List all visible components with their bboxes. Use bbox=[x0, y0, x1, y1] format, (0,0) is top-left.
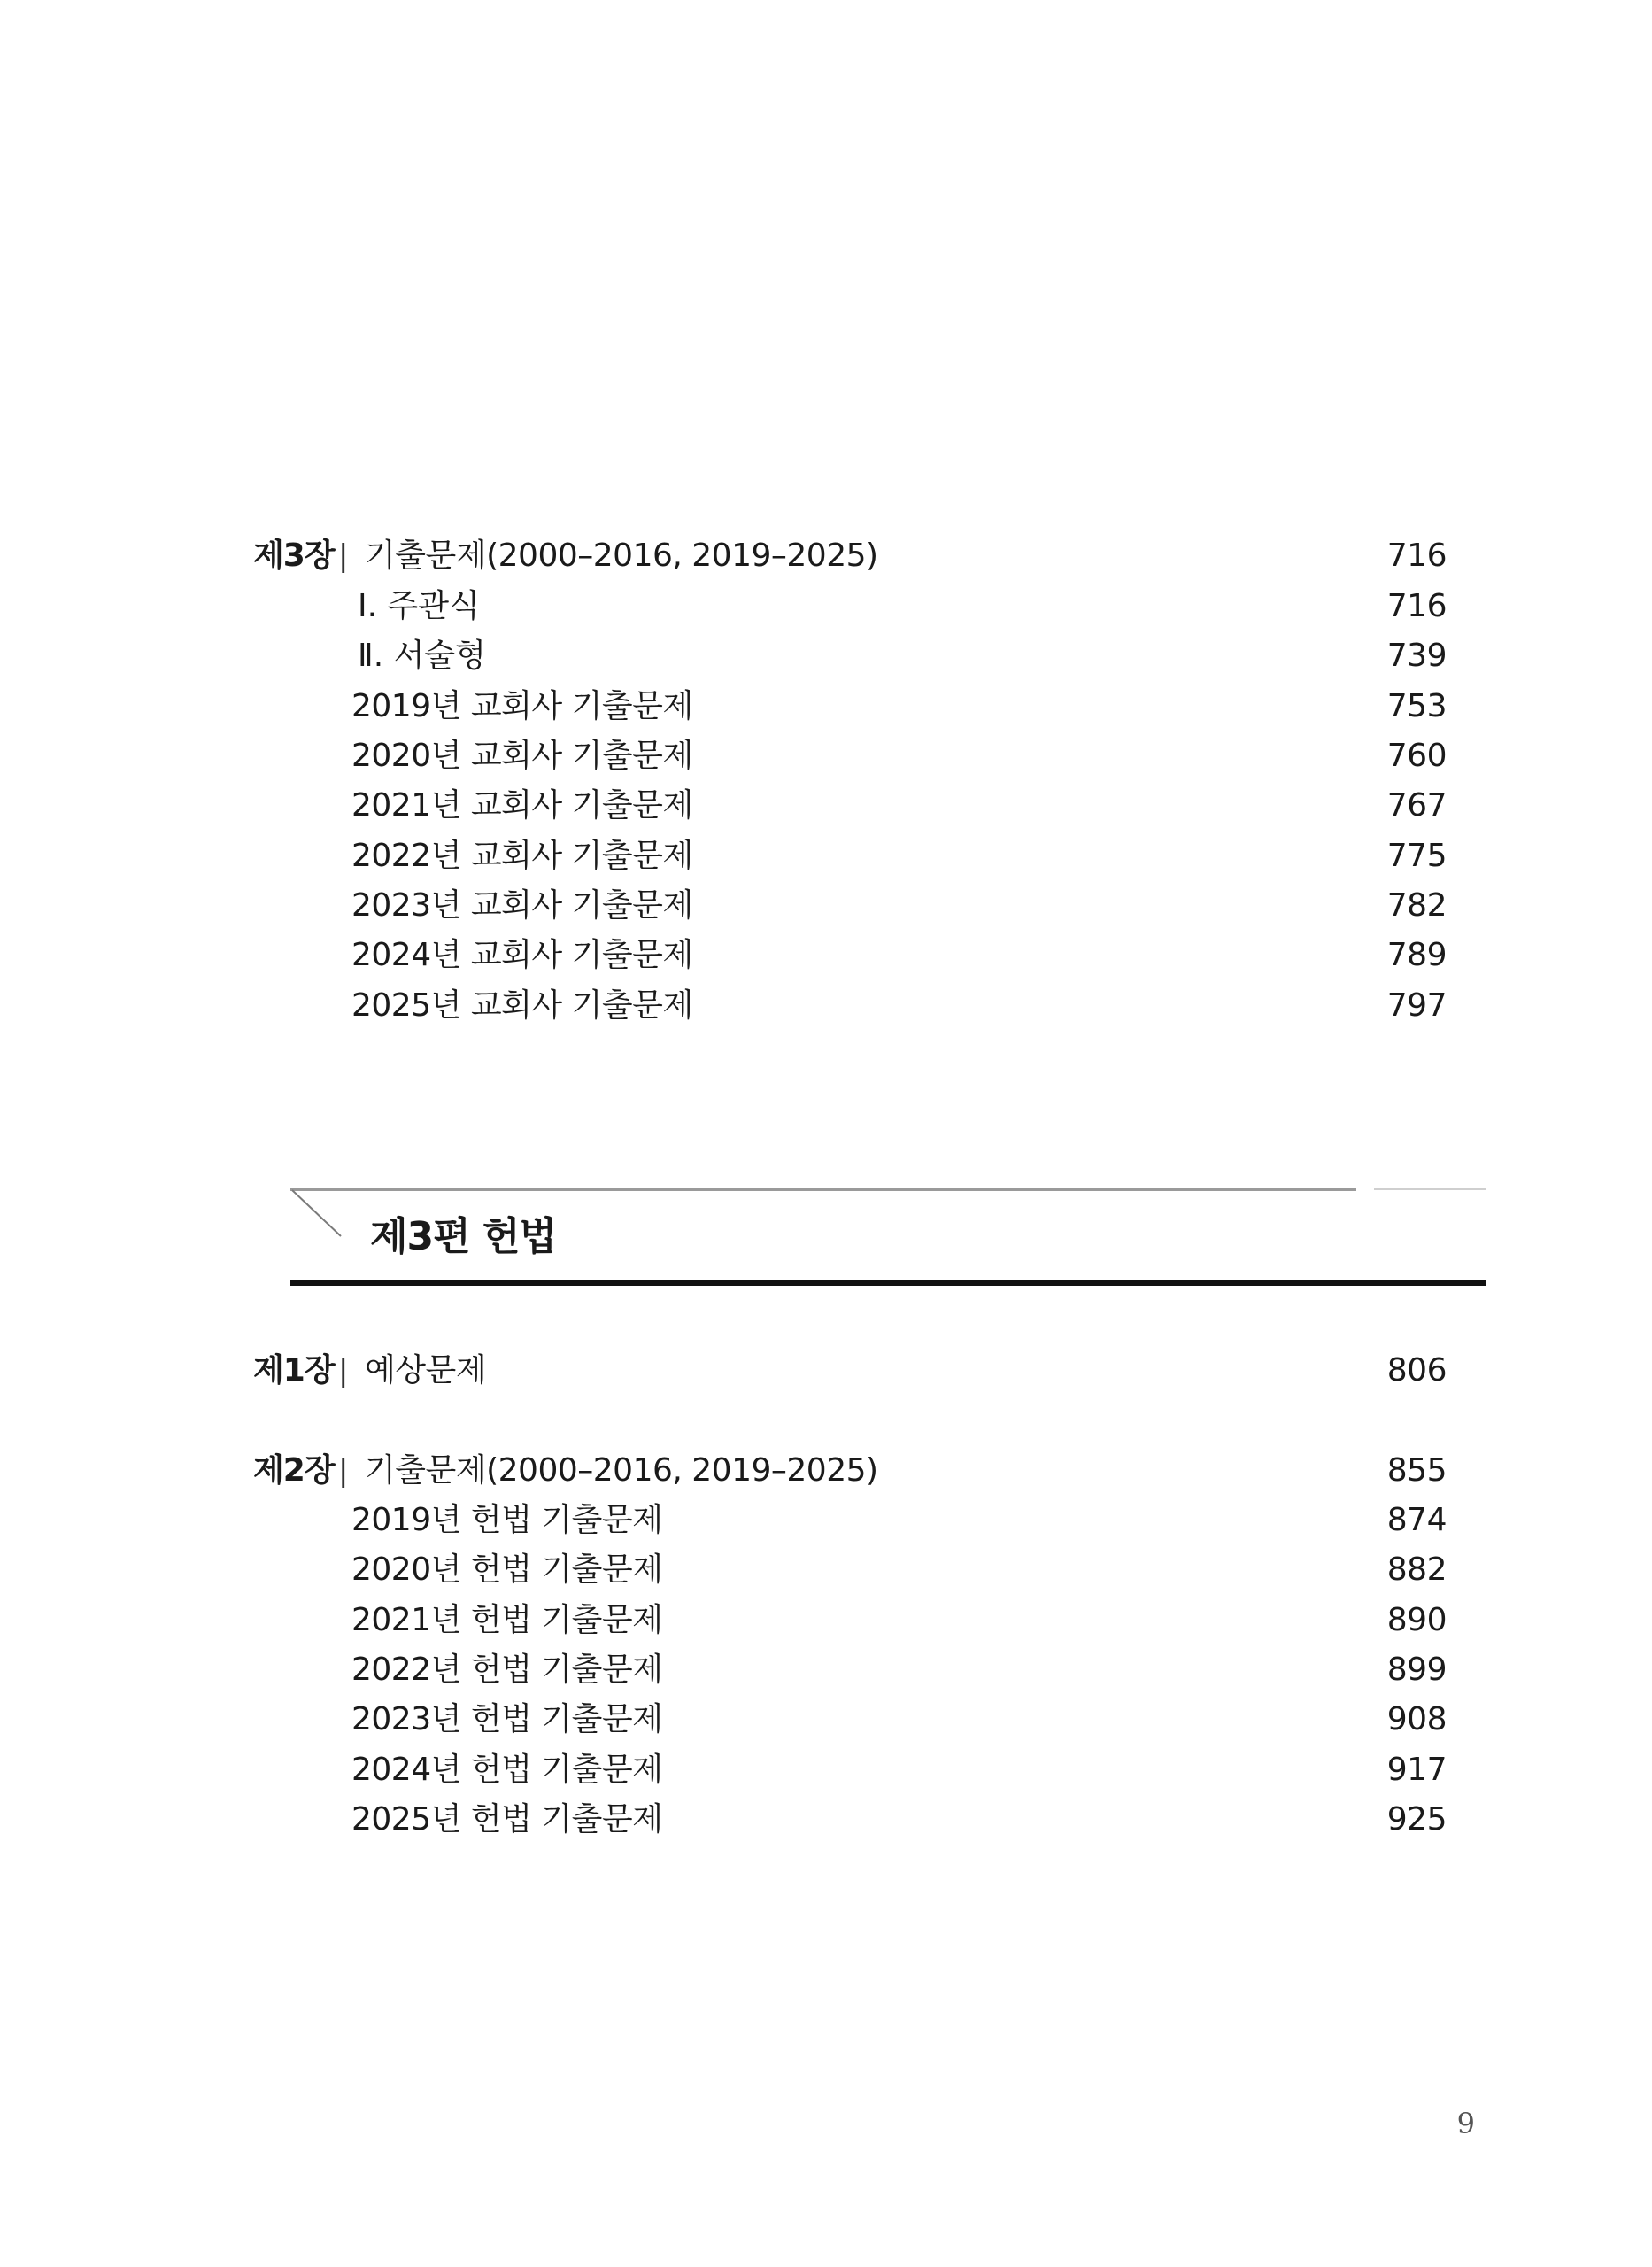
entry-text: 2025년 헌법 기출문제 bbox=[351, 1801, 663, 1838]
toc-chapter-row[interactable] bbox=[0, 531, 1652, 581]
entry-text: 2022년 교회사 기출문제 bbox=[351, 838, 693, 874]
page-number: 9 bbox=[1456, 2107, 1475, 2140]
page-ref: 767 bbox=[1386, 787, 1447, 824]
toc-entry[interactable] bbox=[0, 1545, 1652, 1595]
toc-entry[interactable] bbox=[0, 1695, 1652, 1745]
chapter-separator: | bbox=[338, 1353, 349, 1389]
page-ref: 899 bbox=[1386, 1652, 1447, 1688]
toc-entry[interactable] bbox=[0, 781, 1652, 831]
chapter-text: 예상문제 bbox=[365, 1352, 487, 1389]
page-ref: 716 bbox=[1386, 538, 1447, 574]
entry-text: Ⅰ. 주관식 bbox=[358, 588, 480, 624]
entry-text: Ⅱ. 서술형 bbox=[358, 638, 486, 674]
entry-text: 2020년 헌법 기출문제 bbox=[351, 1551, 663, 1588]
entry-text: 2023년 교회사 기출문제 bbox=[351, 887, 693, 924]
toc-entry[interactable] bbox=[0, 1596, 1652, 1645]
entry-text: 2019년 교회사 기출문제 bbox=[351, 688, 693, 724]
page-ref: 760 bbox=[1386, 738, 1447, 774]
chapter-title: 제1장 bbox=[253, 1352, 335, 1389]
entry-text: 2024년 헌법 기출문제 bbox=[351, 1752, 663, 1788]
page-ref: 797 bbox=[1386, 987, 1447, 1024]
page-ref: 789 bbox=[1386, 937, 1447, 973]
toc-entry[interactable] bbox=[0, 931, 1652, 980]
toc-entry[interactable] bbox=[0, 1645, 1652, 1695]
entry-text: 2024년 교회사 기출문제 bbox=[351, 937, 693, 973]
chapter-separator: | bbox=[338, 1453, 349, 1489]
page-ref: 739 bbox=[1386, 638, 1447, 674]
chapter-text: 기출문제(2000–2016, 2019–2025) bbox=[365, 1452, 878, 1489]
entry-text: 2023년 헌법 기출문제 bbox=[351, 1701, 663, 1737]
toc-entry[interactable] bbox=[0, 832, 1652, 881]
part-title: 제3편 헌법 bbox=[370, 1214, 556, 1259]
part-header-top-rule-extension bbox=[1374, 1188, 1486, 1190]
chapter-title: 제3장 bbox=[253, 538, 335, 574]
entry-text: 2025년 교회사 기출문제 bbox=[351, 987, 693, 1024]
page-ref: 855 bbox=[1386, 1452, 1447, 1489]
page-ref: 917 bbox=[1386, 1752, 1447, 1788]
toc-entry[interactable] bbox=[0, 1745, 1652, 1795]
entry-text: 2019년 헌법 기출문제 bbox=[351, 1502, 663, 1538]
page-ref: 806 bbox=[1386, 1352, 1447, 1389]
entry-text: 2021년 헌법 기출문제 bbox=[351, 1602, 663, 1638]
toc-entry[interactable] bbox=[0, 1795, 1652, 1845]
part-header-top-rule bbox=[290, 1188, 1356, 1191]
page-ref: 753 bbox=[1386, 688, 1447, 724]
toc-entry[interactable] bbox=[0, 631, 1652, 681]
page-ref: 782 bbox=[1386, 887, 1447, 924]
page-ref: 716 bbox=[1386, 588, 1447, 624]
page-ref: 882 bbox=[1386, 1551, 1447, 1588]
page-ref: 775 bbox=[1386, 838, 1447, 874]
part-header-corner-mark bbox=[289, 1188, 351, 1238]
part-header-bottom-rule bbox=[290, 1280, 1486, 1286]
page-ref: 890 bbox=[1386, 1602, 1447, 1638]
toc-chapter-row[interactable] bbox=[0, 1446, 1652, 1496]
toc-entry[interactable] bbox=[0, 582, 1652, 631]
entry-text: 2020년 교회사 기출문제 bbox=[351, 738, 693, 774]
page-ref: 874 bbox=[1386, 1502, 1447, 1538]
entry-text: 2021년 교회사 기출문제 bbox=[351, 787, 693, 824]
chapter-title: 제2장 bbox=[253, 1452, 335, 1489]
chapter-text: 기출문제(2000–2016, 2019–2025) bbox=[365, 538, 878, 574]
page-ref: 908 bbox=[1386, 1701, 1447, 1737]
chapter-separator: | bbox=[338, 538, 349, 574]
toc-entry[interactable] bbox=[0, 682, 1652, 731]
toc-entry[interactable] bbox=[0, 731, 1652, 781]
page-ref: 925 bbox=[1386, 1801, 1447, 1838]
toc-chapter-row[interactable] bbox=[0, 1346, 1652, 1396]
entry-text: 2022년 헌법 기출문제 bbox=[351, 1652, 663, 1688]
toc-entry[interactable] bbox=[0, 981, 1652, 1031]
toc-entry[interactable] bbox=[0, 1496, 1652, 1545]
toc-entry[interactable] bbox=[0, 881, 1652, 931]
